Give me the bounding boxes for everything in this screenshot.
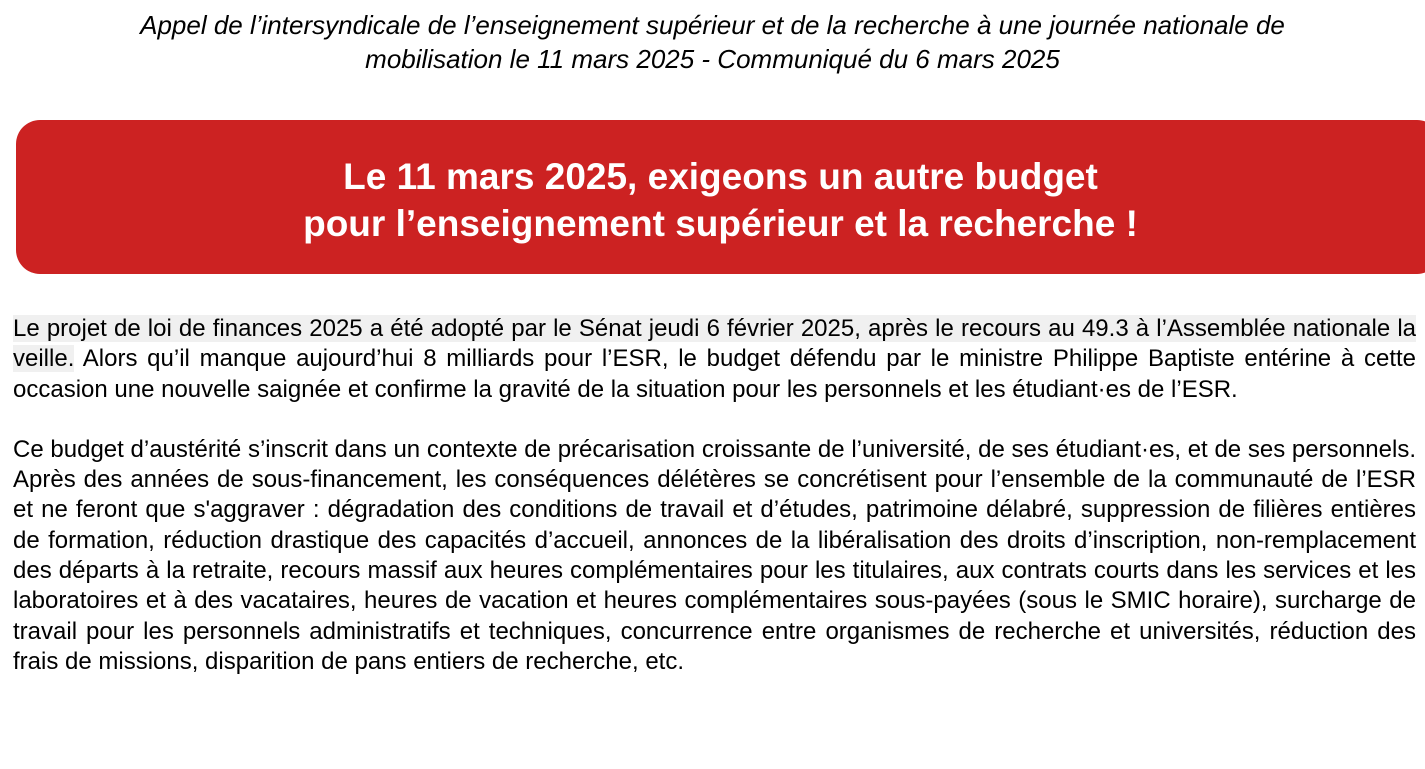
document-header (20, 8, 1405, 76)
paragraph-spacer (13, 405, 1416, 435)
header-line-1: Appel de l’intersyndicale de l’enseignement supérieur et de la recherche à une journée nationale de (140, 10, 1285, 40)
banner-title-line-1: Le 11 mars 2025, exigeons un autre budget (343, 156, 1098, 197)
banner-title-line-2: pour l’enseignement supérieur et la recherche ! (303, 203, 1138, 244)
banner-title (16, 153, 1425, 247)
paragraph-1-rest: Alors qu’il manque aujourd’hui 8 milliards pour l’ESR, le budget défendu par le ministre Philippe Baptiste entérine à cette occasion une nouvelle saignée et confirme la gravité de la situation pour les personnels et les étudiant·es de l’ESR. (13, 345, 1416, 403)
paragraph-1 (13, 314, 1416, 405)
header-line-2: mobilisation le 11 mars 2025 - Communiqué du 6 mars 2025 (365, 44, 1060, 74)
paragraph-1-highlighted-sentence: Le projet de loi de finances 2025 a été adopté par le Sénat jeudi 6 février 2025, après le recours au 49.3 à l’Assemblée nationale la veille. (13, 315, 1416, 373)
paragraph-2: Ce budget d’austérité s’inscrit dans un contexte de précarisation croissante de l’université, de ses étudiant·es, et de ses personnels. Après des années de sous-financement, les conséquences délétères se concrétisent pour l’ensemble de la communauté de l’ESR et ne feront que s'aggraver : dégradation des conditions de travail et d’études, patrimoine délabré, suppression de filières entières de formation, réduction drastique des capacités d’accueil, annonces de la libéralisation des droits d’inscription, non-remplacement des départs à la retraite, recours massif aux heures complémentaires pour les titulaires, aux contrats courts dans les services et les laboratoires et à des vacataires, heures de vacation et heures complémentaires sous-payées (sous le SMIC horaire), surcharge de travail pour les personnels administratifs et techniques, concurrence entre organismes de recherche et universités, réduction des frais de missions, disparition de pans entiers de recherche, etc. (13, 435, 1416, 675)
document-body (13, 314, 1416, 677)
title-banner (16, 120, 1425, 274)
